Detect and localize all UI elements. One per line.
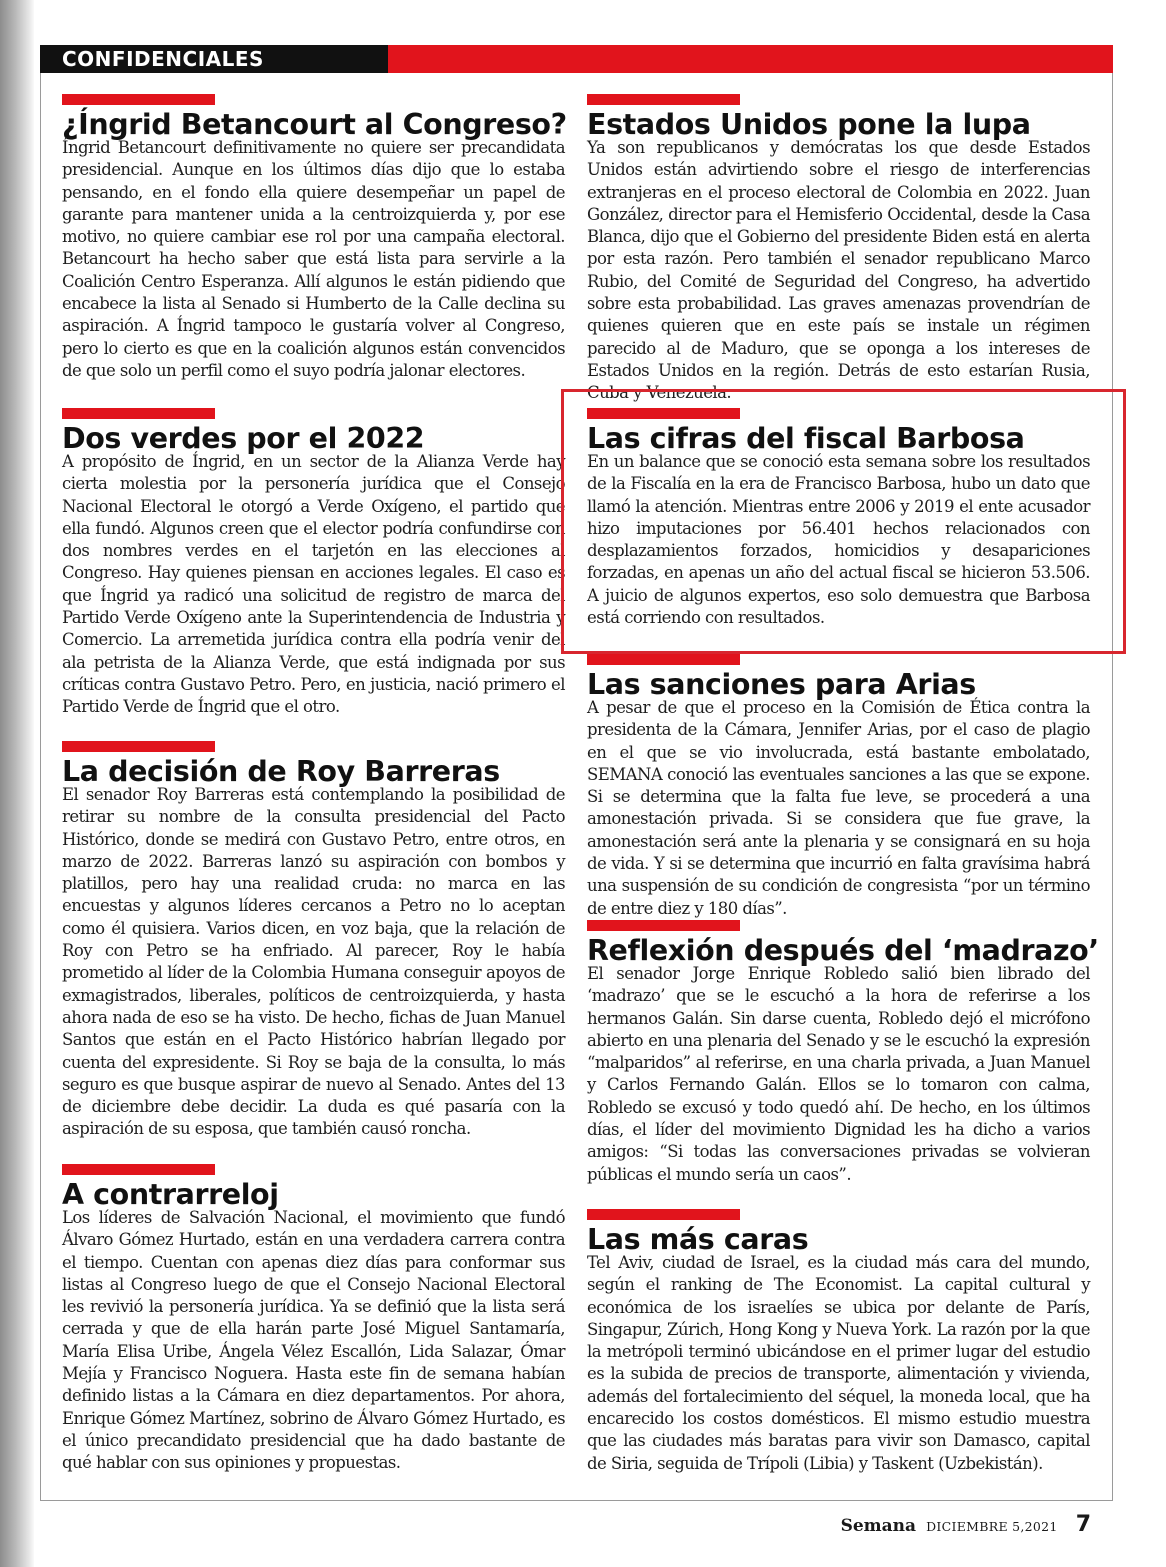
article-headline: Reflexión después del ‘madrazo’ [587,934,1099,967]
article-roy-barreras [62,741,565,1141]
article-headline: A contrarreloj [62,1178,279,1211]
article-body: En un balance que se conoció esta semana sobre los resultados de la Fiscalía en la era de Francisco Barbosa, hubo un dato que llamó la atención. Mientras entre 2006 y 2019 el ente acusador hizo imputaciones por 56.401 hechos relacionados con desplazamientos forzados, homicidios y desapariciones forzadas, en apenas un año del actual fiscal se hicieron 53.506. A juicio de algunos expertos, eso solo demuestra que Barbosa está corriendo con resultados. [587,452,1090,628]
page-edge-shadow [0,0,34,1567]
article-madrazo [587,920,1099,1186]
article-red-bar [587,920,740,931]
article-body: El senador Roy Barreras está contemplando la posibilidad de retirar su nombre de la consulta presidencial del Pacto Histórico, donde se medirá con Gustavo Petro, entre otros, en marzo de 2022. Barreras lanzó su aspiración con bombos y platillos, pero hay una realidad cruda: no marca en las encuestas y algunos líderes cercanos a Petro no lo aceptan como él quisiera. Varios dicen, en voz baja, que la relación de Roy con Petro se ha enfriado. Al parecer, Roy le había prometido al líder de la Colombia Humana conseguir apoyos de exmagistrados, liberales, políticos de centroizquierda, y hasta ahora nada de eso se ha visto. De hecho, fichas de Juan Manuel Santos que están en el Pacto Histórico habrían llegado por cuenta del expresidente. Si Roy se baja de la consulta, lo más seguro es que busque aspirar de nuevo al Senado. Antes del 13 de diciembre debe decidir. La duda es qué pasaría con la aspiración de su esposa, que también causó roncha. [62,785,565,1139]
footer-date: DICIEMBRE 5,2021 [926,1519,1058,1534]
article-mas-caras [587,1209,1090,1475]
article-contrarreloj [62,1164,565,1475]
article-sanciones-arias [587,654,1090,920]
article-dos-verdes [62,408,565,719]
article-red-bar [587,654,740,665]
article-headline: Las más caras [587,1223,809,1256]
article-red-bar [62,741,215,752]
section-header-black [40,45,388,73]
article-red-bar [587,1209,740,1220]
article-red-bar [62,1164,215,1175]
section-header-bar [40,45,1113,73]
page-footer [841,1512,1091,1537]
article-body: El senador Jorge Enrique Robledo salió bien librado del ‘madrazo’ que se le escuchó a la hora de referirse a los hermanos Galán. Sin darse cuenta, Robledo dejó el micrófono abierto en una plenaria del Senado y se le escuchó la expresión “malparidos” al referirse, en una charla privada, a Juan Manuel y Carlos Fernando Galán. Ellos se lo tomaron con calma, Robledo se excusó y todo quedó ahí. De hecho, en los últimos días, el líder del movimiento Dignidad les ha dicho a varios amigos: “Si todas las conversaciones privadas se volvieran públicas el mundo sería un caos”. [587,964,1090,1184]
article-headline: Las sanciones para Arias [587,668,976,701]
article-body: Los líderes de Salvación Nacional, el movimiento que fundó Álvaro Gómez Hurtado, están en una verdadera carrera contra el tiempo. Cuentan con apenas diez días para conformar sus listas al Congreso luego de que el Consejo Nacional Electoral les revivió la personería jurídica. Ya se definió que la lista será cerrada y que de ella harán parte José Miguel Santamaría, María Elisa Uribe, Ángela Vélez Escallón, Lida Salazar, Ómar Mejía y Francisco Noguera. Hasta este fin de semana habían definido listas a la Cámara en diez departamentos. Por ahora, Enrique Gómez Martínez, sobrino de Álvaro Gómez Hurtado, es el único precandidato presidencial que ha dado bastante de qué hablar con sus opiniones y propuestas. [62,1208,565,1473]
article-headline: Dos verdes por el 2022 [62,422,425,455]
article-headline: Las cifras del fiscal Barbosa [587,422,1025,455]
right-column [587,94,1099,1473]
highlight-box [561,389,1126,654]
article-headline: Estados Unidos pone la lupa [587,108,1031,141]
section-title: CONFIDENCIALES [62,47,264,71]
article-red-bar [587,94,740,105]
article-body: Íngrid Betancourt definitivamente no quiere ser precandidata presidencial. Aunque en los últimos días dijo que lo estaba pensando, en el fondo ella quiere desempeñar un papel de garante para mantener unida a la centroizquierda y, por ese motivo, no quiere cambiar ese rol por una campaña electoral. Betancourt ha hecho saber que está lista para servirle a la Coalición Centro Esperanza. Allí algunos le están pidiendo que encabece la lista al Senado si Humberto de la Calle declina su aspiración. A Íngrid tampoco le gustaría volver al Congreso, pero lo cierto es que en la coalición algunos están convencidos de que solo un perfil como el suyo podría jalonar electores. [62,138,565,380]
article-body: A propósito de Íngrid, en un sector de la Alianza Verde hay cierta molestia por la personería jurídica que el Consejo Nacional Electoral le otorgó a Verde Oxígeno, el partido que ella fundó. Algunos creen que el elector podría confundirse con dos nombres verdes en el tarjetón en las elecciones al Congreso. Hay quienes piensan en acciones legales. El caso es que Íngrid ya radicó una solicitud de registro de marca del Partido Verde Oxígeno ante la Superintendencia de Industria y Comercio. La arremetida jurídica contra ella podría venir del ala petrista de la Alianza Verde, que está indignada por sus críticas contra Gustavo Petro. Pero, en justicia, nació primero el Partido Verde de Íngrid que el otro. [62,452,565,717]
article-red-bar [62,94,215,105]
article-ingrid-betancourt [62,94,565,382]
left-column [62,94,567,1473]
page-number: 7 [1075,1512,1091,1537]
article-body: Ya son republicanos y demócratas los que desde Estados Unidos están advirtiendo sobre el riesgo de interferencias extranjeras en el proceso electoral de Colombia en 2022. Juan González, director para el Hemisferio Occidental, desde la Casa Blanca, dijo que el Gobierno del presidente Biden está en alerta por esta razón. Pero también el senador republicano Marco Rubio, del Comité de Seguridad del Congreso, ha advertido sobre esta probabilidad. Las graves amenazas provendrían de quienes quieren que en este país se instale un régimen parecido al de Maduro, que se oponga a los intereses de Estados Unidos en la región. Detrás de esto estarían Rusia, Cuba y Venezuela. [587,138,1090,403]
article-body: A pesar de que el proceso en la Comisión de Ética contra la presidenta de la Cámara, Jennifer Arias, por el caso de plagio en el que se vio involucrada, está bastante embolatado, SEMANA conoció las eventuales sanciones a las que se expone. Si se determina que la falta fue leve, se procederá a una amonestación privada. Si se considera que fue grave, la amonestación será ante la plenaria y se consignará en su hoja de vida. Y si se determina que incurrió en falta gravísima habrá una suspensión de su condición de congresista “por un término de entre diez y 180 días”. [587,698,1090,918]
article-red-bar [62,408,215,419]
article-headline: ¿Íngrid Betancourt al Congreso? [62,108,567,141]
footer-brand: Semana [840,1516,917,1536]
article-headline: La decisión de Roy Barreras [62,755,500,788]
article-estados-unidos [587,94,1090,405]
article-body: Tel Aviv, ciudad de Israel, es la ciudad más cara del mundo, según el ranking de The Economist. La capital cultural y económica de los israelíes se ubica por delante de París, Singapur, Zúrich, Hong Kong y Nueva York. La razón por la que la metrópoli terminó ubicándose en el primer lugar del estudio es la subida de precios de transporte, alimentación y vivienda, además del fortalecimiento del séquel, la moneda local, que ha encarecido los costos domésticos. El mismo estudio muestra que las ciudades más baratas para vivir son Damasco, capital de Siria, seguida de Trípoli (Libia) y Taskent (Uzbekistán). [587,1253,1090,1473]
